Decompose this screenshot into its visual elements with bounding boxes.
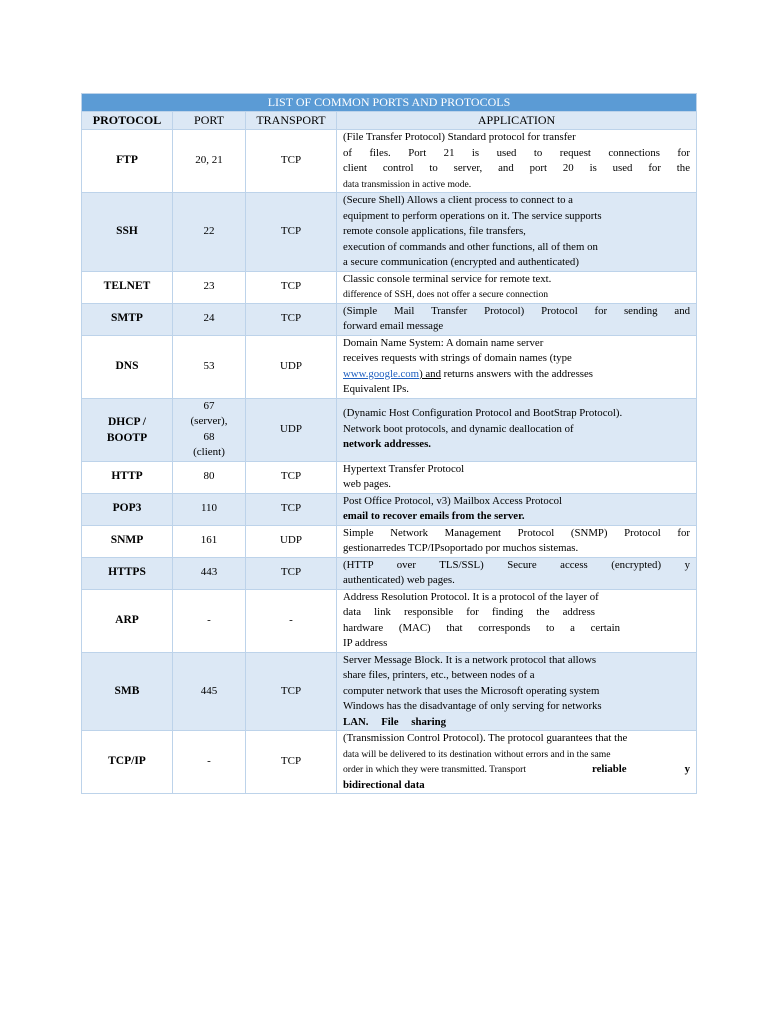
app-line: Equivalent IPs. (343, 383, 409, 395)
protocol-cell: SMTP (82, 303, 173, 335)
protocol-cell: HTTPS (82, 557, 173, 589)
application-cell (337, 525, 697, 557)
table-title: LIST OF COMMON PORTS AND PROTOCOLS (82, 94, 697, 112)
app-line-fragment: y (684, 763, 690, 775)
protocol-cell: DNS (82, 335, 173, 398)
table-row (82, 335, 697, 398)
table-row (82, 398, 697, 461)
protocol-cell: POP3 (82, 493, 173, 525)
transport-cell: TCP (246, 193, 337, 272)
app-line: receives requests with strings of domain names (type (343, 352, 572, 364)
table-row (82, 271, 697, 303)
app-line: Simple Network Management Protocol (SNMP) Protocol for (343, 526, 690, 539)
app-line: email to recover emails from the server. (343, 510, 525, 522)
application-cell (337, 193, 697, 272)
application-cell (337, 652, 697, 731)
app-line (343, 762, 690, 778)
port-cell: 161 (173, 525, 246, 557)
app-line: share files, printers, etc., between nodes of a (343, 669, 535, 681)
app-line: (Transmission Control Protocol). The protocol guarantees that the (343, 732, 628, 744)
protocol-cell: SSH (82, 193, 173, 272)
port-cell: 110 (173, 493, 246, 525)
app-line: forward email message (343, 320, 444, 332)
app-line: Address Resolution Protocol. It is a protocol of the layer of (343, 590, 599, 603)
port-line: (server), (190, 415, 228, 427)
application-cell (337, 130, 697, 193)
port-cell: 22 (173, 193, 246, 272)
table-row (82, 461, 697, 493)
application-cell (337, 493, 697, 525)
table-row (82, 303, 697, 335)
app-line: computer network that uses the Microsoft operating system (343, 684, 600, 697)
port-cell: 445 (173, 652, 246, 731)
application-cell (337, 271, 697, 303)
app-line: Domain Name System: A domain name server (343, 336, 544, 349)
app-line: client control to server, and port 20 is used for the (343, 162, 690, 174)
protocol-cell: HTTP (82, 461, 173, 493)
app-line: remote console applications, file transfers, (343, 225, 526, 237)
table-row (82, 589, 697, 652)
app-line: (Secure Shell) Allows a client process to connect to a (343, 194, 573, 206)
transport-cell: TCP (246, 271, 337, 303)
protocol-cell: FTP (82, 130, 173, 193)
transport-cell: TCP (246, 652, 337, 731)
app-line: hardware (MAC) that corresponds to a certain (343, 621, 620, 634)
transport-cell: TCP (246, 303, 337, 335)
table-row (82, 493, 697, 525)
app-line: gestionarredes TCP/IPsoportado por muchos sistemas. (343, 542, 579, 554)
app-line-fragment: returns answers with the addresses (440, 367, 593, 380)
transport-cell: TCP (246, 130, 337, 193)
port-line: 67 (203, 399, 215, 412)
app-line: Windows has the disadvantage of only serving for networks (343, 700, 602, 712)
app-line-fragment: reliable (592, 763, 627, 775)
transport-cell: UDP (246, 398, 337, 461)
application-cell (337, 731, 697, 794)
port-cell: 24 (173, 303, 246, 335)
transport-cell: TCP (246, 731, 337, 794)
google-link[interactable]: www.google.com (343, 367, 420, 380)
protocol-line: DHCP / (107, 415, 146, 428)
header-protocol: PROTOCOL (82, 112, 173, 130)
table-row (82, 525, 697, 557)
app-line: authenticated) web pages. (343, 574, 455, 586)
application-cell (337, 589, 697, 652)
transport-cell: - (246, 589, 337, 652)
port-cell: - (173, 731, 246, 794)
protocol-line: BOOTP (106, 431, 148, 444)
transport-cell: TCP (246, 557, 337, 589)
app-line: of files. Port 21 is used to request connections for (343, 146, 690, 159)
protocol-cell: TELNET (82, 271, 173, 303)
transport-cell: TCP (246, 461, 337, 493)
transport-cell: TCP (246, 493, 337, 525)
port-cell: 23 (173, 271, 246, 303)
app-line: IP address (343, 637, 388, 649)
app-line: LAN. File sharing (343, 715, 447, 728)
app-line: bidirectional data (343, 778, 425, 791)
app-line: Post Office Protocol, v3) Mailbox Access Protocol (343, 494, 563, 507)
table-row (82, 557, 697, 589)
port-line: (client) (193, 446, 225, 458)
app-line: data transmission in active mode. (343, 178, 472, 190)
app-line: difference of SSH, does not offer a secure connection (343, 289, 549, 300)
application-cell (337, 461, 697, 493)
app-line: Network boot protocols, and dynamic deallocation of (343, 422, 574, 435)
table-row (82, 130, 697, 193)
table-header-row (82, 112, 697, 130)
app-line: (Simple Mail Transfer Protocol) Protocol for sending and (343, 304, 690, 317)
protocol-cell: SMB (82, 652, 173, 731)
transport-cell: UDP (246, 335, 337, 398)
port-cell: 443 (173, 557, 246, 589)
app-line: network addresses. (343, 438, 431, 451)
app-line: Hypertext Transfer Protocol (343, 462, 465, 475)
table-title-row (82, 94, 697, 112)
port-cell: - (173, 589, 246, 652)
port-line: 68 (203, 430, 215, 443)
app-line-fragment: ) and (419, 367, 441, 380)
application-cell (337, 335, 697, 398)
app-line: equipment to perform operations on it. The service supports (343, 209, 602, 222)
app-line: (File Transfer Protocol) Standard protocol for transfer (343, 131, 576, 143)
table-row (82, 193, 697, 272)
port-cell: 53 (173, 335, 246, 398)
port-cell: 20, 21 (173, 130, 246, 193)
app-line: a secure communication (encrypted and authenticated) (343, 256, 579, 268)
app-line (343, 367, 690, 383)
ports-protocols-table (81, 93, 697, 794)
application-cell (337, 398, 697, 461)
port-cell (173, 398, 246, 461)
transport-cell: UDP (246, 525, 337, 557)
header-transport: TRANSPORT (246, 112, 337, 130)
app-line-fragment: order in which they were transmitted. Transport (343, 764, 527, 775)
protocol-cell: SNMP (82, 525, 173, 557)
table-row (82, 652, 697, 731)
protocol-cell: TCP/IP (82, 731, 173, 794)
app-line: Server Message Block. It is a network protocol that allows (343, 653, 597, 666)
app-line: Classic console terminal service for remote text. (343, 272, 552, 285)
app-line: data link responsible for finding the address (343, 606, 595, 618)
header-port: PORT (173, 112, 246, 130)
table-row (82, 731, 697, 794)
app-line: execution of commands and other functions, all of them on (343, 240, 598, 253)
port-cell: 80 (173, 461, 246, 493)
app-line: (HTTP over TLS/SSL) Secure access (encrypted) y (343, 558, 690, 571)
protocol-cell (82, 398, 173, 461)
application-cell (337, 557, 697, 589)
application-cell (337, 303, 697, 335)
header-application: APPLICATION (337, 112, 697, 130)
app-line: data will be delivered to its destination without errors and in the same (343, 748, 611, 760)
app-line: (Dynamic Host Configuration Protocol and BootStrap Protocol). (343, 407, 623, 420)
app-line: web pages. (343, 478, 391, 490)
protocol-cell: ARP (82, 589, 173, 652)
